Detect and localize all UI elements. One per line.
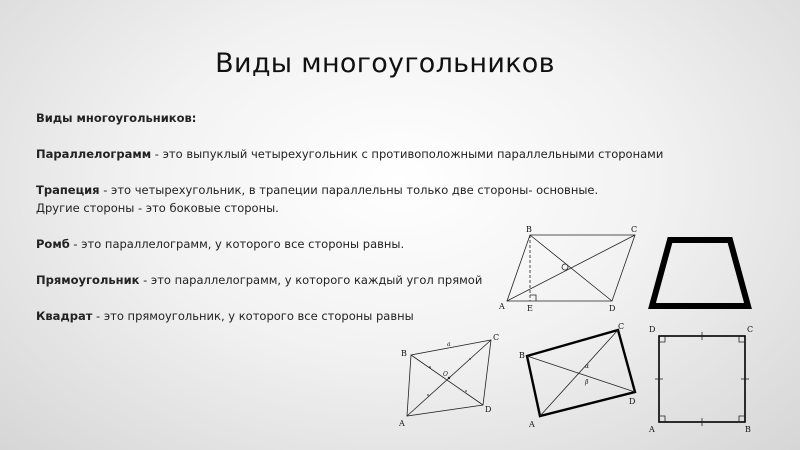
term-rhombus: Ромб [36, 237, 70, 251]
label-c: C [493, 333, 500, 342]
label-a: A [499, 302, 505, 311]
definition-parallelogram [36, 145, 736, 163]
term-rectangle: Прямоугольник [36, 273, 140, 287]
right-angle-mark [530, 295, 536, 301]
label-b: B [526, 225, 532, 234]
rectangle-diagonal-bd [527, 356, 635, 392]
square-figure [645, 322, 760, 434]
angle-label-alpha: α [585, 363, 590, 370]
definition-trapezoid [36, 181, 736, 199]
text-square: - это прямоугольник, у которого все стороны равны [92, 309, 414, 323]
label-d: D [609, 304, 616, 313]
side-label-a: a [447, 341, 451, 348]
rectangle-outline [527, 330, 635, 416]
label-b: B [745, 425, 751, 434]
label-d: D [485, 405, 492, 414]
text-trapezoid: - это четырехугольник, в трапеции параллельны только две стороны- основные. [99, 183, 599, 197]
label-d: D [649, 325, 656, 334]
label-c: C [618, 322, 625, 331]
trapezoid-outline [652, 240, 748, 306]
term-parallelogram: Параллелограмм [36, 147, 152, 161]
trapezoid-figure [640, 232, 760, 312]
center-point-mark [562, 264, 568, 270]
center-label-o: O [443, 371, 448, 378]
rhombus-diagonal-bd [411, 355, 483, 405]
term-square: Квадрат [36, 309, 93, 323]
label-a: A [529, 420, 535, 429]
label-b: B [519, 351, 525, 360]
parallelogram-diagonal-bd [530, 235, 612, 301]
label-a: A [399, 419, 405, 428]
text-rectangle: - это параллелограмм, у которого каждый угол прямой [139, 273, 483, 287]
rectangle-figure [515, 322, 645, 432]
label-b: B [401, 349, 407, 358]
definition-trapezoid-line2: Другие стороны - это боковые стороны. [36, 201, 279, 215]
label-a: A [649, 425, 655, 434]
term-trapezoid: Трапеция [36, 183, 100, 197]
intro-heading: Виды многоугольников: [36, 111, 197, 125]
square-outline [659, 336, 745, 422]
parallelogram-figure [495, 225, 645, 315]
rhombus-figure [393, 330, 503, 430]
label-c: C [631, 225, 638, 234]
slide-title: Виды многоугольников [215, 48, 555, 79]
text-rhombus: - это параллелограмм, у которого все стороны равны. [69, 237, 405, 251]
label-c: C [747, 325, 754, 334]
angle-label-beta: β [585, 379, 589, 386]
label-e: E [527, 304, 533, 313]
label-d: D [629, 397, 636, 406]
text-parallelogram: - это выпуклый четырехугольник с противоположными параллельными сторонами [151, 147, 664, 161]
